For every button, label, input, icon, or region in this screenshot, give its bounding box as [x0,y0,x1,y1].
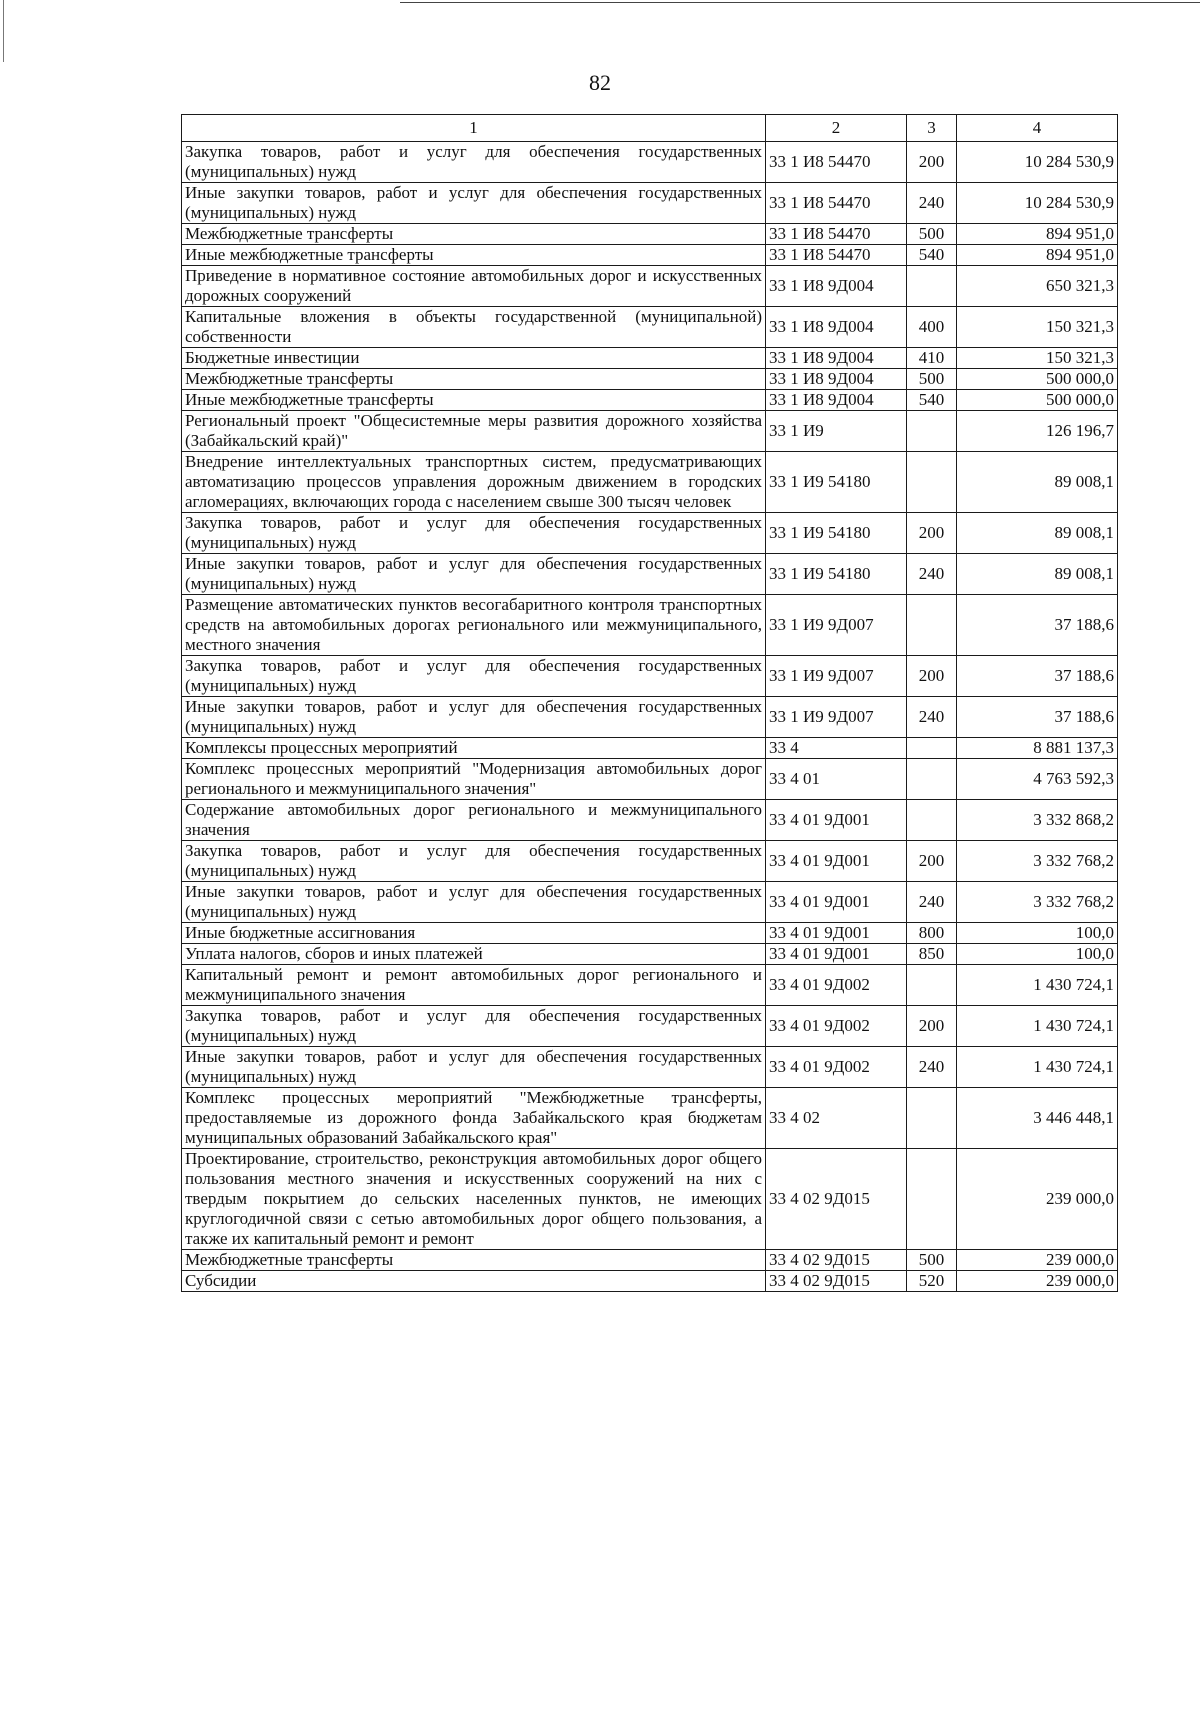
header-col-1: 1 [182,115,766,142]
table-row [182,1250,1118,1271]
row-expense-type-cell: 240 [907,882,957,923]
table-row [182,656,1118,697]
row-expense-type-cell: 200 [907,142,957,183]
row-expense-type-cell: 200 [907,841,957,882]
row-amount-cell: 10 284 530,9 [957,183,1118,224]
table-body [182,142,1118,1292]
row-amount-cell: 37 188,6 [957,697,1118,738]
row-expense-type-cell [907,266,957,307]
row-amount-cell: 126 196,7 [957,411,1118,452]
table-row [182,1006,1118,1047]
row-expense-type-cell: 240 [907,1047,957,1088]
table-row [182,738,1118,759]
row-name-cell: Закупка товаров, работ и услуг для обеспечения государственных (муниципальных) нужд [182,142,766,183]
row-expense-type-cell: 500 [907,369,957,390]
row-expense-type-cell: 500 [907,1250,957,1271]
row-expense-type-cell [907,800,957,841]
row-name-cell: Закупка товаров, работ и услуг для обеспечения государственных (муниципальных) нужд [182,656,766,697]
row-code-cell: 33 4 01 [766,759,907,800]
table-row [182,307,1118,348]
row-name-cell: Капитальный ремонт и ремонт автомобильных дорог регионального и межмуниципального значения [182,965,766,1006]
row-expense-type-cell: 540 [907,390,957,411]
row-expense-type-cell: 200 [907,656,957,697]
row-expense-type-cell [907,738,957,759]
row-amount-cell: 894 951,0 [957,245,1118,266]
row-code-cell: 33 1 И9 [766,411,907,452]
row-code-cell: 33 1 И8 54470 [766,245,907,266]
table-row [182,841,1118,882]
row-amount-cell: 37 188,6 [957,656,1118,697]
table-row [182,923,1118,944]
row-amount-cell: 894 951,0 [957,224,1118,245]
row-expense-type-cell [907,759,957,800]
table-row [182,965,1118,1006]
row-amount-cell: 150 321,3 [957,307,1118,348]
row-code-cell: 33 4 02 9Д015 [766,1271,907,1292]
table-row [182,513,1118,554]
table-row [182,245,1118,266]
row-name-cell: Иные межбюджетные трансферты [182,245,766,266]
row-expense-type-cell: 240 [907,697,957,738]
row-code-cell: 33 4 01 9Д001 [766,944,907,965]
header-col-3: 3 [907,115,957,142]
row-expense-type-cell: 200 [907,1006,957,1047]
left-page-edge [3,0,4,62]
table-row [182,1271,1118,1292]
header-col-2: 2 [766,115,907,142]
table-row [182,224,1118,245]
row-expense-type-cell [907,452,957,513]
row-amount-cell: 3 332 768,2 [957,882,1118,923]
row-amount-cell: 3 332 868,2 [957,800,1118,841]
row-name-cell: Межбюджетные трансферты [182,224,766,245]
table-header-row [182,115,1118,142]
row-amount-cell: 239 000,0 [957,1250,1118,1271]
row-expense-type-cell: 500 [907,224,957,245]
row-name-cell: Закупка товаров, работ и услуг для обеспечения государственных (муниципальных) нужд [182,841,766,882]
row-name-cell: Размещение автоматических пунктов весогабаритного контроля транспортных средств на автомобильных дорогах регионального или межмуниципального, местного значения [182,595,766,656]
row-expense-type-cell: 400 [907,307,957,348]
row-code-cell: 33 4 01 9Д002 [766,1047,907,1088]
row-amount-cell: 1 430 724,1 [957,1006,1118,1047]
row-name-cell: Уплата налогов, сборов и иных платежей [182,944,766,965]
row-code-cell: 33 4 01 9Д001 [766,800,907,841]
table-row [182,452,1118,513]
page-number: 82 [589,70,611,95]
row-name-cell: Капитальные вложения в объекты государственной (муниципальной) собственности [182,307,766,348]
row-amount-cell: 89 008,1 [957,513,1118,554]
row-amount-cell: 1 430 724,1 [957,965,1118,1006]
row-code-cell: 33 4 01 9Д002 [766,1006,907,1047]
row-name-cell: Проектирование, строительство, реконструкция автомобильных дорог общего пользования местного значения и искусственных сооружений на них с твердым покрытием до сельских населенных пунктов, не имеющих круглогодичной связи с сетью автомобильных дорог общего пользования, а также их капитальный ремонт и ремонт [182,1149,766,1250]
row-name-cell: Закупка товаров, работ и услуг для обеспечения государственных (муниципальных) нужд [182,513,766,554]
row-name-cell: Приведение в нормативное состояние автомобильных дорог и искусственных дорожных сооружений [182,266,766,307]
row-expense-type-cell: 240 [907,554,957,595]
row-code-cell: 33 1 И9 9Д007 [766,697,907,738]
row-name-cell: Иные закупки товаров, работ и услуг для обеспечения государственных (муниципальных) нужд [182,183,766,224]
row-code-cell: 33 4 02 9Д015 [766,1149,907,1250]
row-code-cell: 33 1 И9 54180 [766,452,907,513]
row-amount-cell: 500 000,0 [957,369,1118,390]
row-name-cell: Комплексы процессных мероприятий [182,738,766,759]
row-name-cell: Иные межбюджетные трансферты [182,390,766,411]
row-code-cell: 33 4 01 9Д002 [766,965,907,1006]
row-name-cell: Иные закупки товаров, работ и услуг для обеспечения государственных (муниципальных) нужд [182,554,766,595]
row-amount-cell: 1 430 724,1 [957,1047,1118,1088]
row-amount-cell: 89 008,1 [957,452,1118,513]
row-amount-cell: 650 321,3 [957,266,1118,307]
row-code-cell: 33 4 [766,738,907,759]
row-code-cell: 33 1 И9 9Д007 [766,656,907,697]
table-row [182,882,1118,923]
table-row [182,390,1118,411]
table-row [182,369,1118,390]
row-code-cell: 33 1 И8 9Д004 [766,266,907,307]
row-amount-cell: 37 188,6 [957,595,1118,656]
row-name-cell: Комплекс процессных мероприятий "Межбюджетные трансферты, предоставляемые из дорожного фонда Забайкальского края бюджетам муниципальных образований Забайкальского края" [182,1088,766,1149]
row-expense-type-cell [907,411,957,452]
row-amount-cell: 8 881 137,3 [957,738,1118,759]
table-row [182,1149,1118,1250]
table-row [182,142,1118,183]
row-amount-cell: 89 008,1 [957,554,1118,595]
row-expense-type-cell [907,1088,957,1149]
header-col-4: 4 [957,115,1118,142]
row-code-cell: 33 1 И9 54180 [766,513,907,554]
row-name-cell: Иные бюджетные ассигнования [182,923,766,944]
row-code-cell: 33 1 И8 9Д004 [766,307,907,348]
row-amount-cell: 10 284 530,9 [957,142,1118,183]
table-row [182,1088,1118,1149]
budget-table [181,114,1118,1292]
row-code-cell: 33 1 И8 54470 [766,142,907,183]
row-name-cell: Иные закупки товаров, работ и услуг для обеспечения государственных (муниципальных) нужд [182,1047,766,1088]
row-expense-type-cell: 240 [907,183,957,224]
row-code-cell: 33 1 И8 9Д004 [766,390,907,411]
row-amount-cell: 500 000,0 [957,390,1118,411]
row-name-cell: Иные закупки товаров, работ и услуг для обеспечения государственных (муниципальных) нужд [182,882,766,923]
row-code-cell: 33 4 01 9Д001 [766,841,907,882]
row-code-cell: 33 1 И8 9Д004 [766,348,907,369]
row-name-cell: Региональный проект "Общесистемные меры развития дорожного хозяйства (Забайкальский край)" [182,411,766,452]
row-amount-cell: 100,0 [957,923,1118,944]
row-code-cell: 33 4 01 9Д001 [766,923,907,944]
row-code-cell: 33 1 И8 9Д004 [766,369,907,390]
row-name-cell: Бюджетные инвестиции [182,348,766,369]
row-expense-type-cell: 520 [907,1271,957,1292]
row-code-cell: 33 1 И8 54470 [766,183,907,224]
table-row [182,1047,1118,1088]
row-code-cell: 33 4 01 9Д001 [766,882,907,923]
row-expense-type-cell: 200 [907,513,957,554]
row-expense-type-cell: 850 [907,944,957,965]
row-name-cell: Субсидии [182,1271,766,1292]
row-name-cell: Межбюджетные трансферты [182,369,766,390]
row-code-cell: 33 1 И8 54470 [766,224,907,245]
table-row [182,554,1118,595]
row-expense-type-cell: 800 [907,923,957,944]
row-expense-type-cell [907,1149,957,1250]
table-row [182,411,1118,452]
row-expense-type-cell [907,595,957,656]
row-code-cell: 33 1 И9 54180 [766,554,907,595]
table-row [182,697,1118,738]
row-expense-type-cell [907,965,957,1006]
row-expense-type-cell: 540 [907,245,957,266]
row-amount-cell: 100,0 [957,944,1118,965]
row-code-cell: 33 4 02 9Д015 [766,1250,907,1271]
row-name-cell: Содержание автомобильных дорог регионального и межмуниципального значения [182,800,766,841]
row-amount-cell: 150 321,3 [957,348,1118,369]
top-rule [400,2,1200,3]
table-row [182,944,1118,965]
row-amount-cell: 239 000,0 [957,1271,1118,1292]
row-code-cell: 33 4 02 [766,1088,907,1149]
table-row [182,348,1118,369]
table-row [182,266,1118,307]
row-expense-type-cell: 410 [907,348,957,369]
row-name-cell: Межбюджетные трансферты [182,1250,766,1271]
row-amount-cell: 4 763 592,3 [957,759,1118,800]
table-row [182,183,1118,224]
row-amount-cell: 239 000,0 [957,1149,1118,1250]
row-name-cell: Иные закупки товаров, работ и услуг для обеспечения государственных (муниципальных) нужд [182,697,766,738]
table-row [182,759,1118,800]
table-row [182,800,1118,841]
row-code-cell: 33 1 И9 9Д007 [766,595,907,656]
row-amount-cell: 3 332 768,2 [957,841,1118,882]
row-name-cell: Комплекс процессных мероприятий "Модернизация автомобильных дорог регионального и межмуниципального значения" [182,759,766,800]
row-name-cell: Закупка товаров, работ и услуг для обеспечения государственных (муниципальных) нужд [182,1006,766,1047]
row-amount-cell: 3 446 448,1 [957,1088,1118,1149]
row-name-cell: Внедрение интеллектуальных транспортных систем, предусматривающих автоматизацию процессов управления дорожным движением в городских агломерациях, включающих города с населением свыше 300 тысяч человек [182,452,766,513]
table-row [182,595,1118,656]
